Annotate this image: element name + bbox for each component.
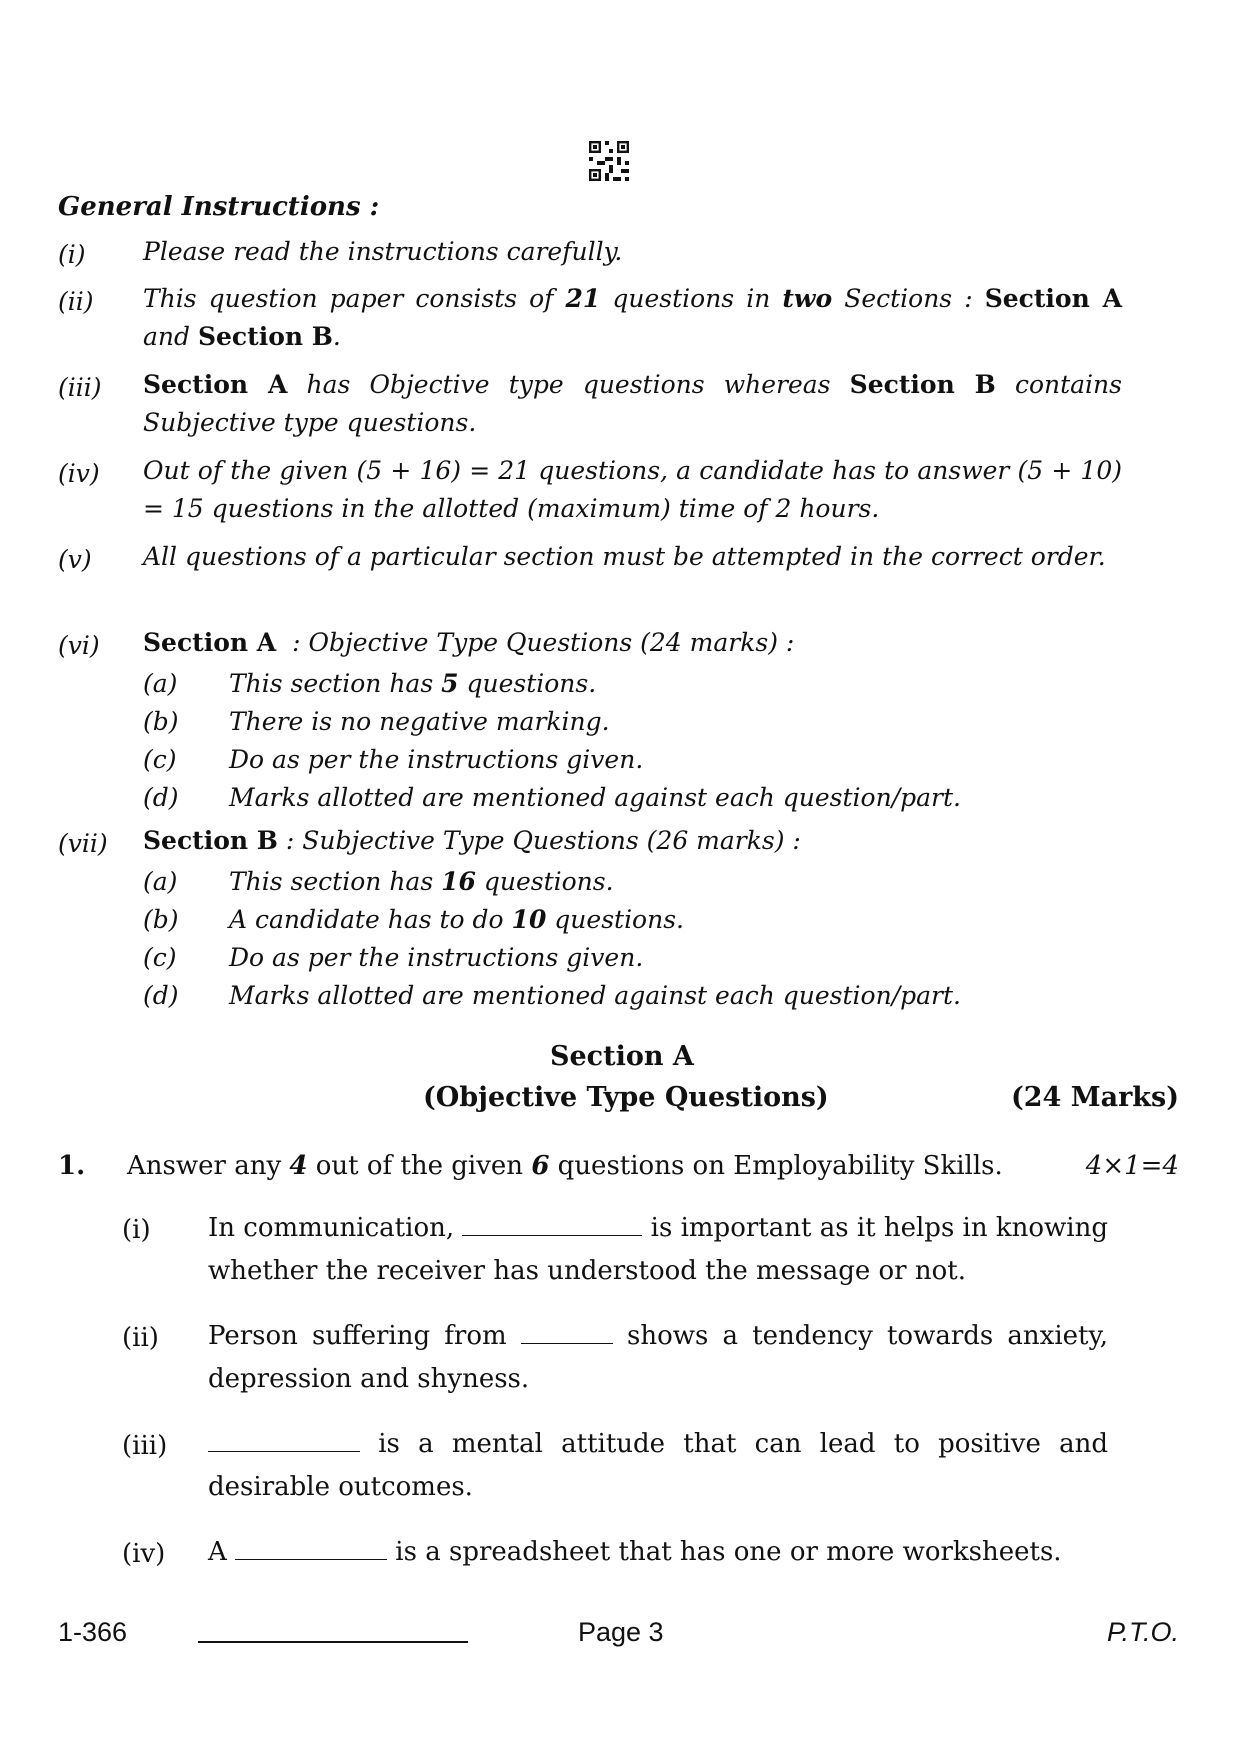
- subitem-text: There is no negative marking.: [229, 707, 610, 736]
- paper-code: 1-366: [58, 1617, 128, 1647]
- subquestion-label: (iv): [122, 1539, 166, 1569]
- instruction-label: (v): [58, 545, 92, 574]
- qr-code-icon: [589, 141, 629, 181]
- subquestion-text: A is a spreadsheet that has one or more worksheets.: [208, 1537, 1062, 1567]
- section-a-marks: (24 Marks): [1010, 1082, 1179, 1113]
- subitem-label: (d): [143, 981, 179, 1010]
- instruction-text: All questions of a particular section must be attempted in the correct order.: [143, 542, 1106, 571]
- section-a-title: Section A: [550, 1041, 694, 1072]
- answer-blank: [462, 1231, 642, 1236]
- subitem-label: (a): [143, 867, 178, 896]
- instruction-label: (vii): [58, 829, 108, 858]
- general-instructions-title: General Instructions :: [58, 192, 380, 222]
- instruction-label: (vi): [58, 631, 100, 660]
- subitem-text: Do as per the instructions given.: [229, 943, 644, 972]
- subitem-label: (a): [143, 669, 178, 698]
- subitem-text: This section has 5 questions.: [229, 669, 597, 698]
- subquestion-label: (iii): [122, 1431, 168, 1461]
- subquestion-text: is a mental attitude that can lead to positive and desirable outcomes.: [208, 1429, 1108, 1502]
- question-number: 1.: [58, 1151, 86, 1181]
- subquestion-text: In communication, is important as it helps in knowing whether the receiver has understood the message or not.: [208, 1213, 1109, 1286]
- subquestion-label: (i): [122, 1215, 151, 1245]
- instruction-label: (i): [58, 240, 86, 269]
- section-b-instruction-heading: Section B : Subjective Type Questions (26 marks) :: [143, 826, 801, 855]
- subitem-label: (b): [143, 707, 179, 736]
- footer-divider: [198, 1641, 468, 1643]
- instruction-text: This question paper consists of 21 questions in two Sections : Section A and Section B.: [143, 284, 1123, 351]
- instruction-label: (ii): [58, 287, 94, 316]
- subitem-text: Marks allotted are mentioned against each question/part.: [229, 981, 961, 1010]
- pto-label: P.T.O.: [1106, 1617, 1179, 1647]
- question-marks: 4×1=4: [1085, 1151, 1179, 1181]
- section-a-instruction-heading: Section A : Objective Type Questions (24 marks) :: [143, 628, 795, 657]
- instruction-text: Please read the instructions carefully.: [143, 237, 623, 266]
- subitem-label: (c): [143, 943, 177, 972]
- subitem-label: (d): [143, 783, 179, 812]
- subitem-text: Do as per the instructions given.: [229, 745, 644, 774]
- subquestion-text: Person suffering from shows a tendency towards anxiety, depression and shyness.: [208, 1321, 1108, 1394]
- section-a-subtitle: (Objective Type Questions): [423, 1082, 829, 1113]
- subitem-text: Marks allotted are mentioned against each question/part.: [229, 783, 961, 812]
- instruction-label: (iv): [58, 459, 100, 488]
- page-number: Page 3: [578, 1617, 664, 1647]
- answer-blank: [521, 1339, 613, 1344]
- instruction-text: Section A has Objective type questions whereas Section B contains Subjective type questions.: [143, 370, 1122, 437]
- subitem-label: (b): [143, 905, 179, 934]
- answer-blank: [235, 1555, 387, 1560]
- instruction-label: (iii): [58, 373, 102, 402]
- instruction-text: Out of the given (5 + 16) = 21 questions, a candidate has to answer (5 + 10) = 15 questions in the allotted (maximum) time of 2 hours.: [143, 456, 1122, 523]
- subitem-label: (c): [143, 745, 177, 774]
- subitem-text: A candidate has to do 10 questions.: [229, 905, 684, 934]
- subitem-text: This section has 16 questions.: [229, 867, 614, 896]
- question-text: Answer any 4 out of the given 6 questions on Employability Skills.: [127, 1151, 1003, 1181]
- subquestion-label: (ii): [122, 1323, 159, 1353]
- answer-blank: [208, 1447, 360, 1452]
